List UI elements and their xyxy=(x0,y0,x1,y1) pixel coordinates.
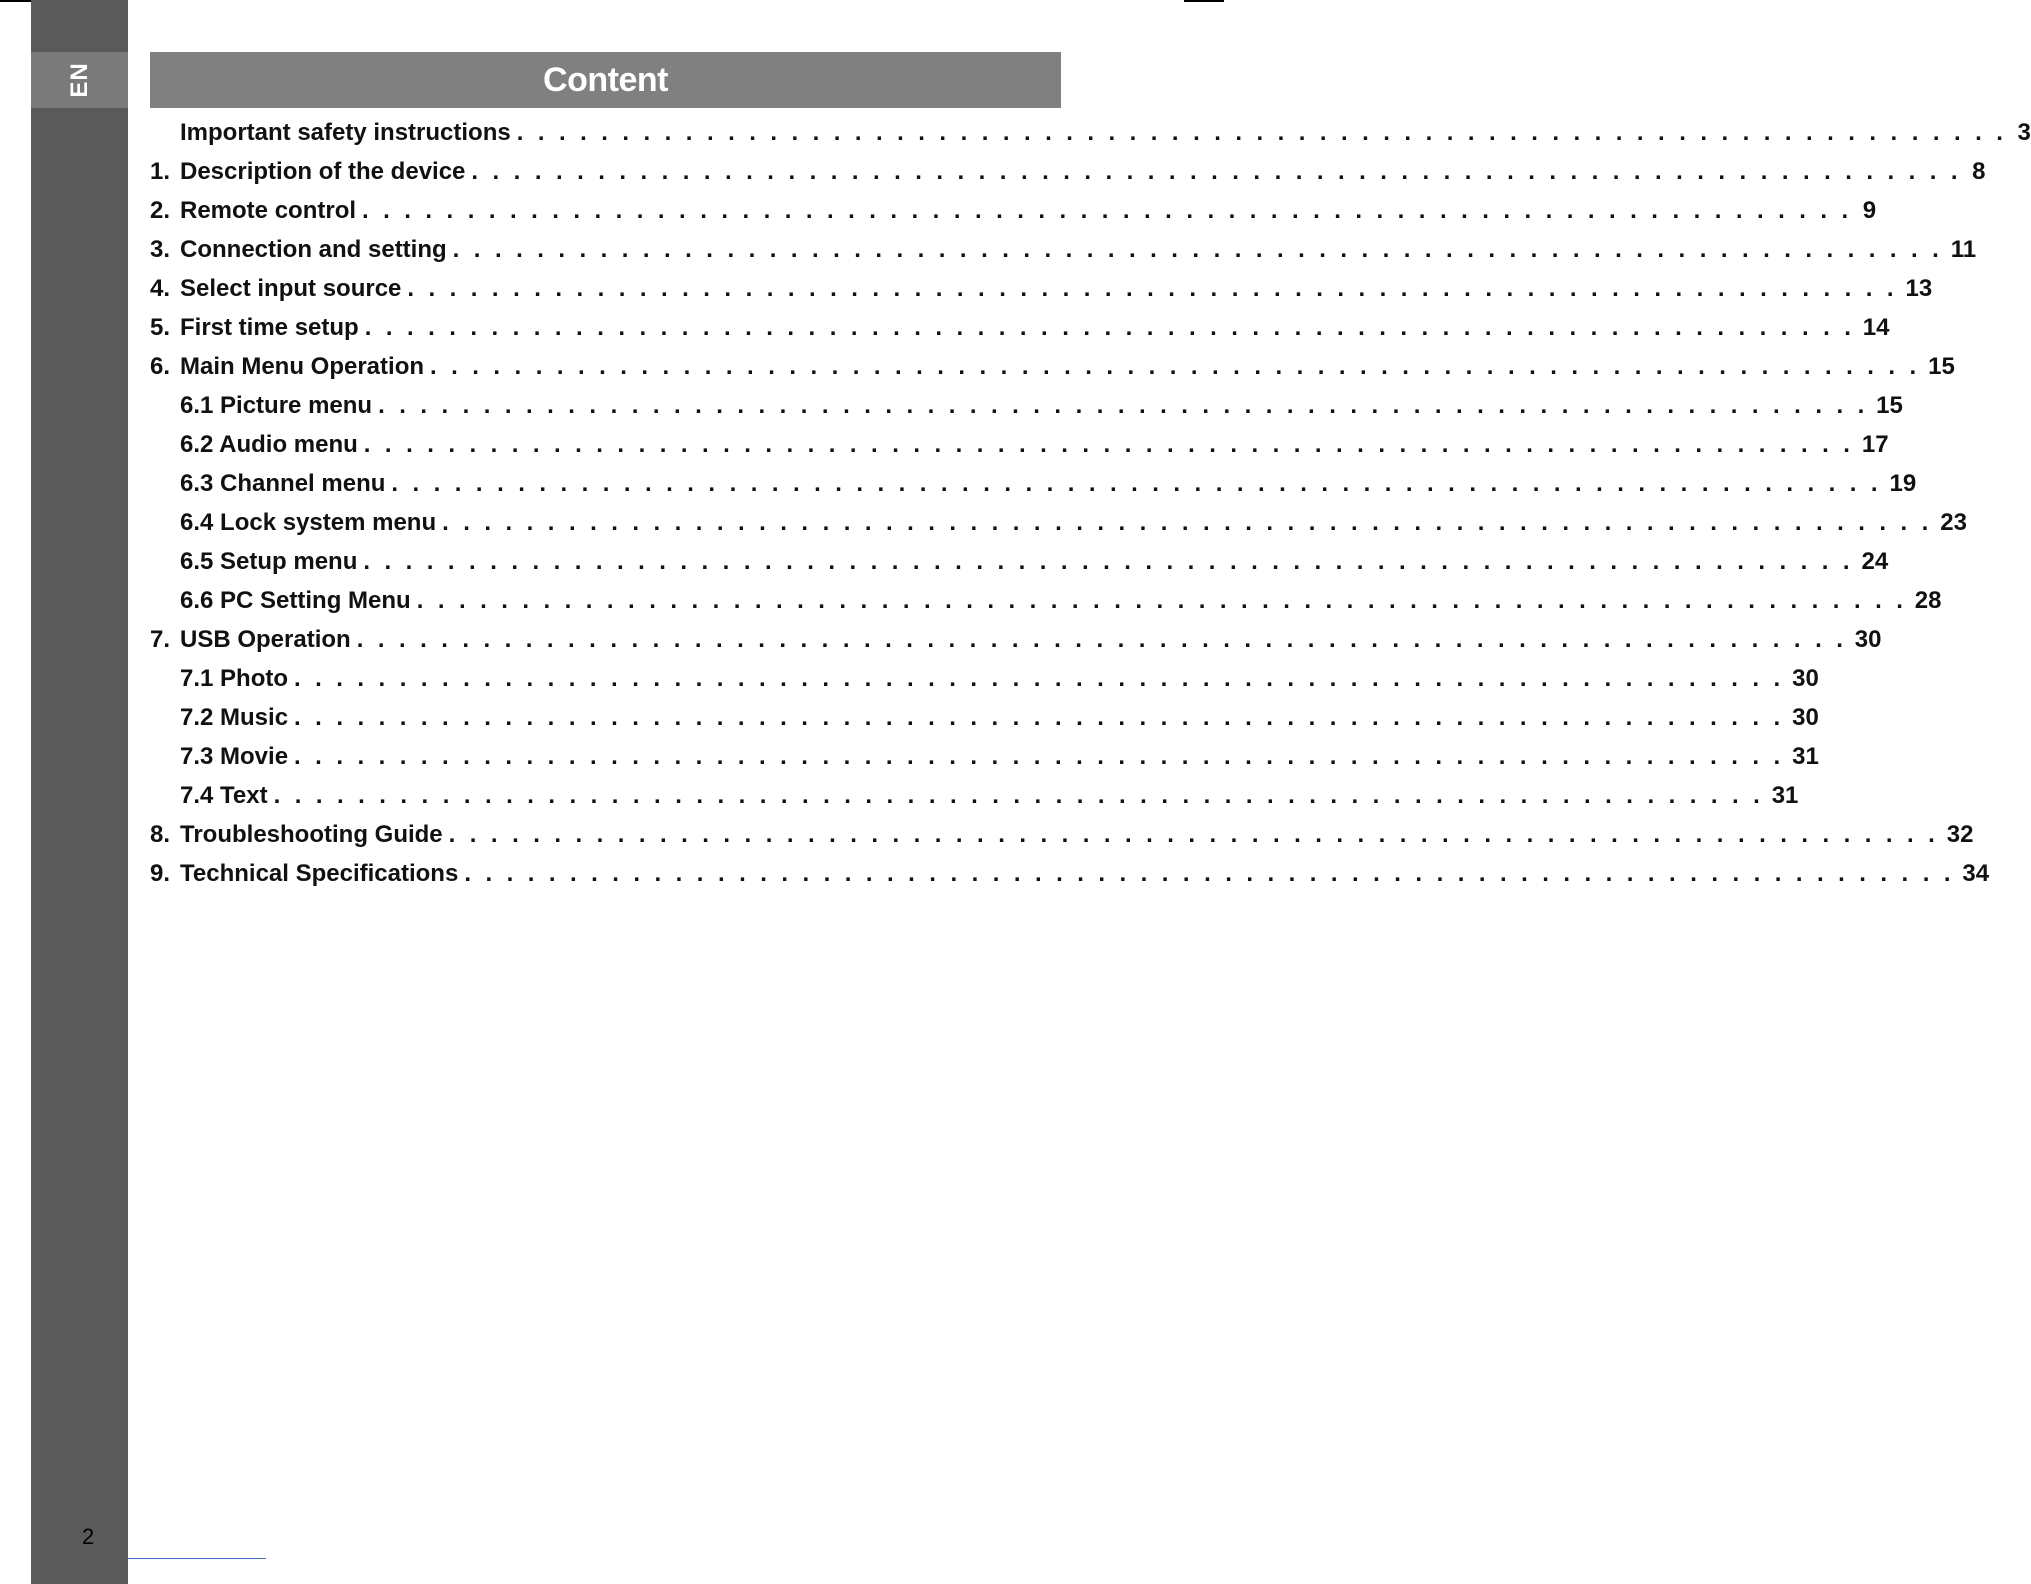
toc-dot-leader: . . . . . . . . . . . . . . . . . . . . . . . . . . . . . . . . . . . . . . . . . . . . . . . . . . . . . . . . . . . . . . . . . . . . . . . xyxy=(294,704,1785,731)
toc-entry-number: 7. xyxy=(150,626,171,653)
toc-dot-leader: . . . . . . . . . . . . . . . . . . . . . . . . . . . . . . . . . . . . . . . . . . . . . . . . . . . . . . . . . . . . . . . . . . . . . . . xyxy=(273,782,1764,809)
toc-entry-title: 7.2 Music xyxy=(180,704,289,731)
toc-dot-leader: . . . . . . . . . . . . . . . . . . . . . . . . . . . . . . . . . . . . . . . . . . . . . . . . . . . . . . . . . . . . . . . . . . . . . . . xyxy=(442,509,1933,536)
toc-entry[interactable] xyxy=(150,626,1882,665)
toc-entry-title: 6.2 Audio menu xyxy=(180,431,358,458)
toc-entry[interactable] xyxy=(150,821,1974,860)
toc-entry[interactable] xyxy=(150,119,2031,158)
toc-entry-number: 2. xyxy=(150,197,171,224)
toc-dot-leader: . . . . . . . . . . . . . . . . . . . . . . . . . . . . . . . . . . . . . . . . . . . . . . . . . . . . . . . . . . . . . . . . . . . . . . . xyxy=(464,860,1955,887)
toc-entry[interactable] xyxy=(150,470,1917,509)
toc-entry[interactable] xyxy=(150,587,1942,626)
toc-entry-page: 23 xyxy=(1940,509,1967,536)
toc-entry-number: 5. xyxy=(150,314,171,341)
toc-entry[interactable] xyxy=(150,509,1967,548)
toc-entry[interactable] xyxy=(150,197,1877,236)
toc-entry-page: 30 xyxy=(1792,704,1819,731)
toc-entry[interactable] xyxy=(150,236,1977,275)
toc-entry-page: 13 xyxy=(1905,275,1933,302)
toc-entry-page: 19 xyxy=(1889,470,1917,497)
toc-entry-number: 1. xyxy=(150,158,171,185)
toc-entry-title: Technical Specifications xyxy=(180,860,459,887)
toc-entry[interactable] xyxy=(150,704,1819,743)
toc-entry-page: 30 xyxy=(1792,665,1819,692)
language-tab xyxy=(31,52,128,108)
toc-entry-number: 9. xyxy=(150,860,171,887)
toc-entry-page: 3 xyxy=(2017,119,2031,146)
toc-entry-title: Remote control xyxy=(180,197,357,224)
toc-entry[interactable] xyxy=(150,275,1933,314)
toc-entry-title: Connection and setting xyxy=(180,236,447,263)
toc-dot-leader: . . . . . . . . . . . . . . . . . . . . . . . . . . . . . . . . . . . . . . . . . . . . . . . . . . . . . . . . . . . . . . . . . . . . . . . xyxy=(430,353,1921,380)
toc-entry-page: 34 xyxy=(1962,860,1990,887)
toc-entry-page: 15 xyxy=(1876,392,1903,419)
toc-entry[interactable] xyxy=(150,431,1889,470)
toc-entry[interactable] xyxy=(150,665,1819,704)
side-strip xyxy=(31,0,128,1584)
toc-entry[interactable] xyxy=(150,548,1889,587)
toc-entry[interactable] xyxy=(150,860,1990,899)
toc-dot-leader: . . . . . . . . . . . . . . . . . . . . . . . . . . . . . . . . . . . . . . . . . . . . . . . . . . . . . . . . . . . . . . . . . . . . . . . xyxy=(356,626,1847,653)
toc-entry-title: 6.5 Setup menu xyxy=(180,548,358,575)
toc-entry-title: 6.1 Picture menu xyxy=(180,392,373,419)
toc-entry-page: 32 xyxy=(1946,821,1974,848)
toc-entry-title: 7.3 Movie xyxy=(180,743,289,770)
toc-entry[interactable] xyxy=(150,353,1955,392)
toc-entry-title: Description of the device xyxy=(180,158,466,185)
page-number: 2 xyxy=(82,1524,95,1549)
toc-dot-leader: . . . . . . . . . . . . . . . . . . . . . . . . . . . . . . . . . . . . . . . . . . . . . . . . . . . . . . . . . . . . . . . . . . . . . . . xyxy=(416,587,1907,614)
page-title: Content xyxy=(543,60,668,99)
toc-entry-title: Select input source xyxy=(180,275,402,302)
toc-dot-leader: . . . . . . . . . . . . . . . . . . . . . . . . . . . . . . . . . . . . . . . . . . . . . . . . . . . . . . . . . . . . . . . . . . . . . . . xyxy=(363,431,1854,458)
toc-entry-page: 24 xyxy=(1861,548,1889,575)
crop-mark-right xyxy=(1184,0,1224,2)
toc-entry-title: 6.6 PC Setting Menu xyxy=(180,587,411,614)
toc-entry-number: 3. xyxy=(150,236,171,263)
content-header xyxy=(150,52,1061,108)
toc-entry-title: Important safety instructions xyxy=(180,119,511,146)
toc-dot-leader: . . . . . . . . . . . . . . . . . . . . . . . . . . . . . . . . . . . . . . . . . . . . . . . . . . . . . . . . . . . . . . . . . . . . . . . xyxy=(294,665,1785,692)
toc-dot-leader: . . . . . . . . . . . . . . . . . . . . . . . . . . . . . . . . . . . . . . . . . . . . . . . . . . . . . . . . . . . . . . . . . . . . . . . xyxy=(364,314,1855,341)
toc-entry[interactable] xyxy=(150,743,1819,782)
toc-dot-leader: . . . . . . . . . . . . . . . . . . . . . . . . . . . . . . . . . . . . . . . . . . . . . . . . . . . . . . . . . . . . . . . . . . . . . . . xyxy=(391,470,1882,497)
toc-entry-title: Main Menu Operation xyxy=(180,353,425,380)
toc-dot-leader: . . . . . . . . . . . . . . . . . . . . . . . . . . . . . . . . . . . . . . . . . . . . . . . . . . . . . . . . . . . . . . . . . . . . . . . xyxy=(448,821,1939,848)
toc-entry-page: 30 xyxy=(1854,626,1882,653)
language-label: EN xyxy=(65,62,93,98)
toc-dot-leader: . . . . . . . . . . . . . . . . . . . . . . . . . . . . . . . . . . . . . . . . . . . . . . . . . . . . . . . . . . . . . . . . . . . . . . . xyxy=(294,743,1785,770)
table-of-contents xyxy=(150,119,2031,899)
toc-dot-leader: . . . . . . . . . . . . . . . . . . . . . . . . . . . . . . . . . . . . . . . . . . . . . . . . . . . . . . . . . . . . . . . . . . . . . . . xyxy=(452,236,1943,263)
toc-entry-page: 28 xyxy=(1914,587,1942,614)
toc-dot-leader: . . . . . . . . . . . . . . . . . . . . . . . . . . . . . . . . . . . . . . . . . . . . . . . . . . . . . . . . . . . . . . . . . . . . . . . xyxy=(407,275,1898,302)
toc-entry-page: 11 xyxy=(1950,236,1977,263)
toc-entry[interactable] xyxy=(150,314,1890,353)
toc-dot-leader: . . . . . . . . . . . . . . . . . . . . . . . . . . . . . . . . . . . . . . . . . . . . . . . . . . . . . . . . . . . . . . . . . . . . . . . xyxy=(378,392,1869,419)
toc-entry-page: 31 xyxy=(1792,743,1819,770)
footer-rule xyxy=(128,1558,266,1559)
toc-entry-title: 7.1 Photo xyxy=(180,665,289,692)
toc-entry-page: 31 xyxy=(1771,782,1799,809)
toc-dot-leader: . . . . . . . . . . . . . . . . . . . . . . . . . . . . . . . . . . . . . . . . . . . . . . . . . . . . . . . . . . . . . . . . . . . . . . . xyxy=(362,197,1853,224)
toc-entry-number: 6. xyxy=(150,353,171,380)
toc-entry-title: First time setup xyxy=(180,314,359,341)
toc-entry-page: 8 xyxy=(1972,158,1986,185)
toc-dot-leader: . . . . . . . . . . . . . . . . . . . . . . . . . . . . . . . . . . . . . . . . . . . . . . . . . . . . . . . . . . . . . . . . . . . . . . . xyxy=(516,119,2007,146)
toc-entry[interactable] xyxy=(150,392,1903,431)
toc-entry-page: 17 xyxy=(1861,431,1889,458)
toc-entry-title: 6.4 Lock system menu xyxy=(180,509,437,536)
toc-entry[interactable] xyxy=(150,782,1799,821)
toc-entry-page: 9 xyxy=(1862,197,1877,224)
toc-entry-title: 7.4 Text xyxy=(180,782,268,809)
toc-dot-leader: . . . . . . . . . . . . . . . . . . . . . . . . . . . . . . . . . . . . . . . . . . . . . . . . . . . . . . . . . . . . . . . . . . . . . . . xyxy=(363,548,1854,575)
toc-entry-number: 4. xyxy=(150,275,171,302)
toc-entry-page: 14 xyxy=(1862,314,1890,341)
toc-entry-title: 6.3 Channel menu xyxy=(180,470,386,497)
toc-entry-number: 8. xyxy=(150,821,171,848)
toc-dot-leader: . . . . . . . . . . . . . . . . . . . . . . . . . . . . . . . . . . . . . . . . . . . . . . . . . . . . . . . . . . . . . . . . . . . . . . . xyxy=(471,158,1962,185)
toc-entry-title: Troubleshooting Guide xyxy=(180,821,443,848)
toc-entry-page: 15 xyxy=(1928,353,1955,380)
toc-entry[interactable] xyxy=(150,158,1986,197)
toc-entry-title: USB Operation xyxy=(180,626,351,653)
